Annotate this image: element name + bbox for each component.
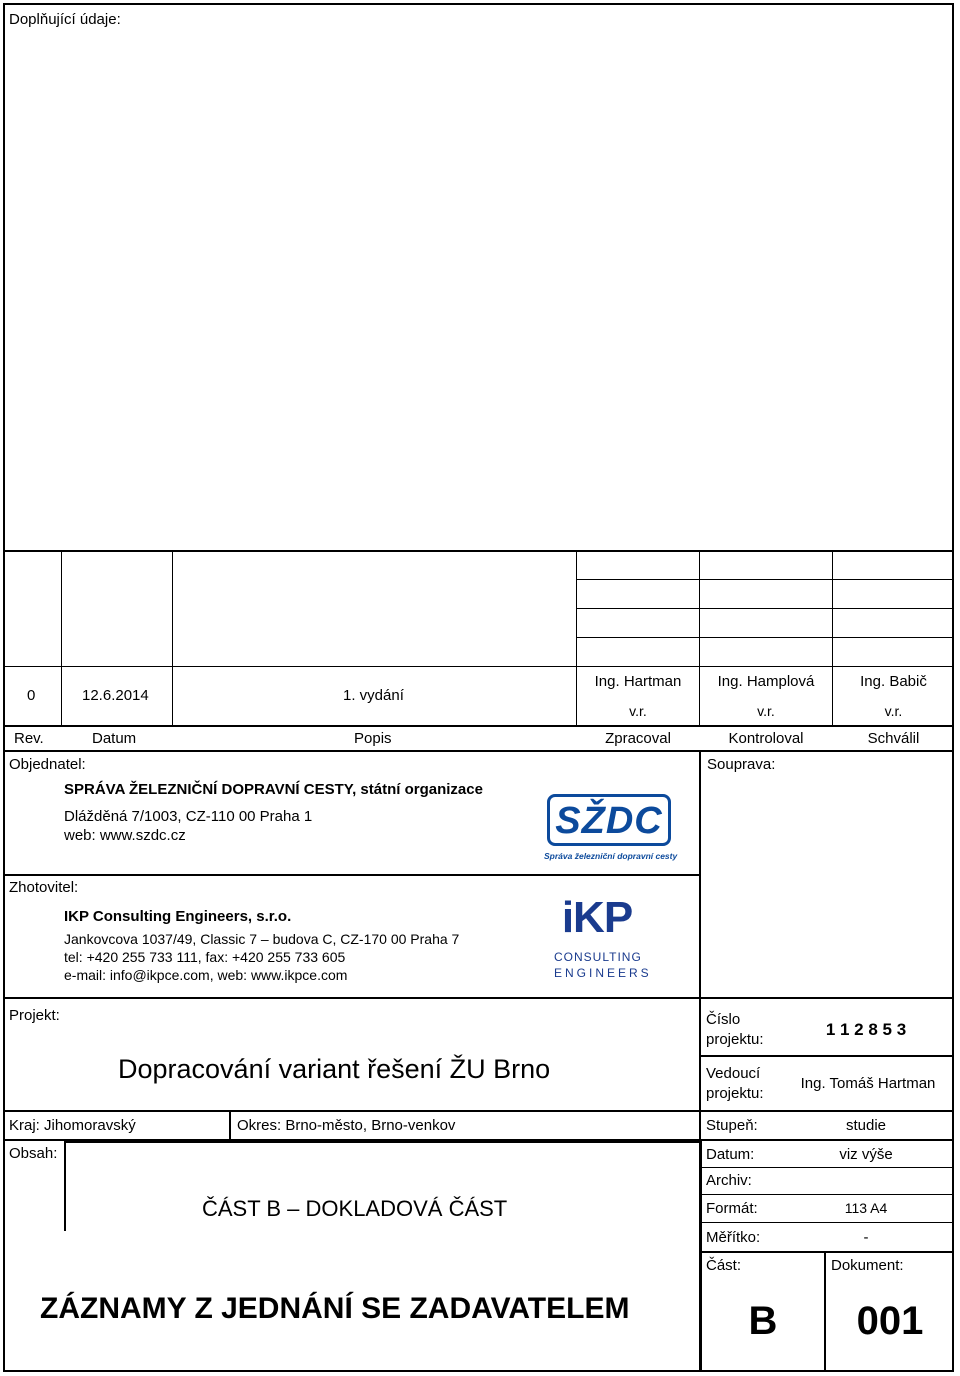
divider: [172, 550, 173, 726]
rev-vr-checked: v.r.: [757, 703, 775, 719]
divider: [576, 608, 954, 609]
scale-value: -: [863, 1229, 869, 1246]
header-checked: Kontroloval: [728, 730, 804, 747]
rev-drawn: Ing. Hartman: [594, 673, 682, 690]
rev-description: 1. vydání: [343, 687, 404, 704]
divider: [3, 725, 954, 727]
divider: [229, 1111, 231, 1140]
region-okres: Okres: Brno-město, Brno-venkov: [237, 1117, 456, 1134]
divider: [576, 550, 577, 726]
supplementary-label: Doplňující údaje:: [9, 11, 121, 28]
header-date: Datum: [92, 730, 137, 747]
format-label: Formát:: [706, 1200, 758, 1217]
divider: [700, 1055, 954, 1057]
rev-number: 0: [27, 687, 36, 704]
header-approved: Schválil: [867, 730, 920, 747]
client-label: Objednatel:: [9, 756, 86, 773]
szdc-logo: [544, 792, 676, 864]
contractor-email: e-mail: info@ikpce.com, web: www.ikpce.com: [64, 967, 348, 983]
rev-checked: Ing. Hamplová: [717, 673, 815, 690]
divider: [699, 550, 700, 726]
date-value: viz výše: [839, 1146, 893, 1163]
divider: [832, 550, 833, 726]
document-label: Dokument:: [831, 1257, 904, 1274]
contractor-name: IKP Consulting Engineers, s.r.o.: [64, 908, 292, 925]
client-name: SPRÁVA ŽELEZNIČNÍ DOPRAVNÍ CESTY, státní organizace: [64, 781, 483, 798]
divider: [3, 874, 701, 876]
stage-value: studie: [845, 1117, 887, 1134]
project-label: Projekt:: [9, 1007, 60, 1024]
divider: [699, 1111, 701, 1140]
rev-vr-drawn: v.r.: [629, 703, 647, 719]
document-value: 001: [856, 1299, 924, 1343]
region-kraj: Kraj: Jihomoravský: [9, 1117, 136, 1134]
archive-label: Archiv:: [706, 1172, 752, 1189]
divider: [700, 1194, 954, 1195]
divider: [700, 1167, 954, 1168]
document-title: ZÁZNAMY Z JEDNÁNÍ SE ZADAVATELEM: [40, 1292, 630, 1325]
contents-label: Obsah:: [9, 1145, 58, 1162]
divider: [3, 1110, 954, 1112]
date-label: Datum:: [706, 1146, 755, 1163]
client-address: Dlážděná 7/1003, CZ-110 00 Praha 1: [64, 808, 313, 825]
szdc-logo-subtitle: Správa železniční dopravní cesty: [544, 851, 678, 861]
project-manager-label-1: Vedoucí: [706, 1065, 761, 1082]
divider: [576, 579, 954, 580]
project-number-label-1: Číslo: [706, 1011, 741, 1028]
client-web: web: www.szdc.cz: [64, 827, 186, 844]
format-value: 113 A4: [844, 1200, 888, 1216]
project-number: 1 1 2 8 5 3: [825, 1020, 907, 1039]
scale-label: Měřítko:: [706, 1229, 761, 1246]
stage-label: Stupeň:: [706, 1117, 758, 1134]
project-title: Dopracování variant řešení ŽU Brno: [118, 1054, 551, 1084]
header-rev: Rev.: [14, 730, 44, 747]
part-label: Část:: [706, 1257, 742, 1274]
header-description: Popis: [354, 730, 392, 747]
rev-vr-approved: v.r.: [884, 703, 903, 719]
divider: [3, 666, 954, 667]
set-label: Souprava:: [707, 756, 776, 773]
divider: [3, 997, 954, 999]
divider: [576, 637, 954, 638]
divider: [66, 1141, 700, 1143]
divider: [61, 550, 62, 726]
rev-date: 12.6.2014: [82, 687, 149, 704]
divider: [3, 750, 954, 752]
ikp-logo-main: iKP: [561, 893, 633, 942]
project-manager: Ing. Tomáš Hartman: [800, 1075, 936, 1092]
divider: [700, 1222, 954, 1223]
ikp-logo: [554, 893, 652, 984]
divider: [64, 1141, 66, 1231]
divider: [700, 1251, 954, 1253]
contractor-phone: tel: +420 255 733 111, fax: +420 255 733 605: [64, 949, 346, 965]
project-manager-label-2: projektu:: [706, 1085, 764, 1102]
ikp-logo-line2: ENGINEERS: [554, 966, 652, 980]
contractor-label: Zhotovitel:: [9, 879, 79, 896]
project-number-label-2: projektu:: [706, 1031, 764, 1048]
part-value: B: [748, 1299, 778, 1343]
szdc-logo-text: SŽDC: [555, 800, 663, 842]
contractor-address: Jankovcova 1037/49, Classic 7 – budova C, CZ-170 00 Praha 7: [64, 931, 460, 947]
revision-table-top: [3, 550, 954, 552]
part-title: ČÁST B – DOKLADOVÁ ČÁST: [202, 1196, 508, 1221]
header-drawn: Zpracoval: [605, 730, 671, 747]
rev-approved: Ing. Babič: [860, 673, 927, 690]
ikp-logo-line1: CONSULTING: [554, 950, 642, 964]
